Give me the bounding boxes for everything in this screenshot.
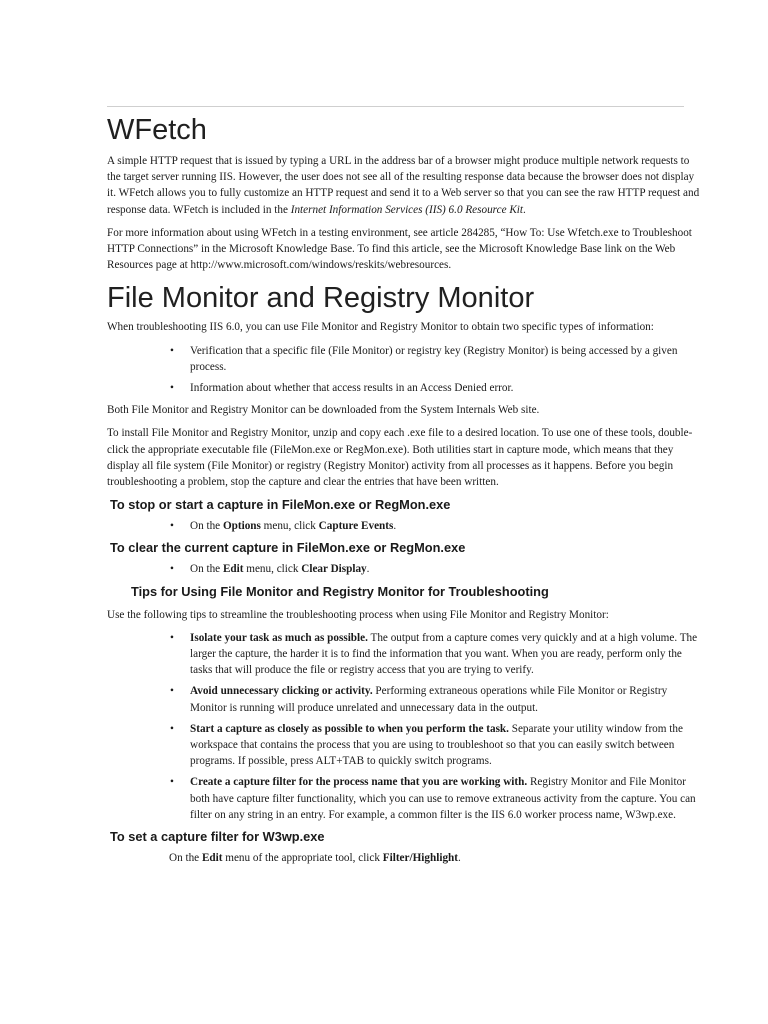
filemon-install: To install File Monitor and Registry Monitor, unzip and copy each .exe file to a desired location. To use one of these tools, double-click the appropriate executable file (FileMon.exe or RegMon.exe). Both utilities start in capture mode, which means that they display all file system (File Monitor) or registry (Registry Monitor) activity from all processes as it happens. Before you begin troubleshooting a problem, stop the capture and clear the entries that have been written. (107, 427, 693, 489)
filemon-bullet-list (107, 343, 702, 397)
set-filter-heading: To set a capture filter for W3wp.exe (110, 829, 325, 845)
tip-title: Start a capture as closely as possible to when you perform the task. (190, 722, 509, 735)
wfetch-p1-end: . (523, 203, 526, 216)
clear-capture-steps (107, 561, 702, 577)
tip-title: Create a capture filter for the process name that you are working with. (190, 776, 528, 789)
bullet-icon: • (170, 776, 174, 789)
tips-list (107, 630, 702, 823)
tips-intro: Use the following tips to streamline the troubleshooting process when using File Monitor and Registry Monitor: (107, 608, 609, 621)
list-item: • On the Options menu, click Capture Events. (107, 518, 702, 534)
tip-title: Isolate your task as much as possible. (190, 631, 368, 644)
wfetch-p1-text: A simple HTTP request that is issued by typing a URL in the address bar of a browser might produce multiple network requests to the target server running IIS. However, the user does not see all of the resulting response data because the browser does not display it. WFetch allows you to fully customize an HTTP request and send it to a Web server so that you can see the raw HTTP request and response data. WFetch is included in the (107, 155, 700, 216)
filter-highlight-label: Filter/Highlight (382, 852, 458, 865)
bullet-icon: • (170, 563, 174, 576)
page-content (107, 112, 702, 873)
list-item (107, 683, 702, 715)
edit-menu-label: Edit (222, 563, 244, 576)
clear-capture-heading: To clear the current capture in FileMon.exe or RegMon.exe (110, 540, 466, 556)
bullet-icon: • (170, 631, 174, 644)
wfetch-heading: WFetch (107, 114, 207, 146)
resource-kit-title: Internet Information Services (IIS) 6.0 Resource Kit (290, 203, 524, 216)
list-item (107, 380, 702, 396)
list-item (107, 630, 702, 679)
stop-capture-heading: To stop or start a capture in FileMon.exe or RegMon.exe (110, 497, 451, 513)
bullet-icon: • (170, 685, 174, 698)
filemon-intro: When troubleshooting IIS 6.0, you can use File Monitor and Registry Monitor to obtain two specific types of information: (107, 321, 654, 334)
tip-text: Registry Monitor and File Monitor both have capture filter functionality, which you can use to remove extraneous activity from the capture. You can filter on any string in an entry. For example, a common filter is the IIS 6.0 worker process name, W3wp.exe. (190, 776, 696, 821)
tip-text: Performing extraneous operations while File Monitor or Registry Monitor is running will produce unrelated and unnecessary data in the output. (190, 685, 668, 714)
edit-menu-label: Edit (201, 852, 223, 865)
tip-text: The output from a capture comes very quickly and at a high volume. The larger the capture, the harder it is to find the information that you want. When you are ready, perform only the tasks that will produce the file or registry access that you are trying to verify. (190, 631, 698, 677)
tips-heading: Tips for Using File Monitor and Registry Monitor for Troubleshooting (131, 583, 549, 599)
list-item-text: Information about whether that access results in an Access Denied error. (190, 382, 514, 395)
header-rule (107, 106, 684, 107)
wfetch-paragraph-1 (107, 153, 702, 218)
wfetch-paragraph-2: For more information about using WFetch in a testing environment, see article 284285, “How To: Use Wfetch.exe to Troubleshoot HTTP Connections” in the Microsoft Knowledge Base. To find this article, see the Microsoft Knowledge Base link on the Web Resources page at http://www.microsoft.com/windows/reskits/webresources. (107, 226, 692, 272)
filemon-heading: File Monitor and Registry Monitor (107, 282, 535, 315)
clear-display-label: Clear Display (301, 563, 367, 576)
bullet-icon: • (170, 520, 174, 533)
stop-capture-steps (107, 518, 702, 534)
bullet-icon: • (170, 344, 174, 357)
options-menu-label: Options (222, 520, 261, 533)
list-item-text: Verification that a specific file (File Monitor) or registry key (Registry Monitor) is being accessed by a given process. (190, 344, 678, 373)
list-item: • On the Edit menu, click Clear Display. (107, 561, 702, 577)
filemon-download: Both File Monitor and Registry Monitor can be downloaded from the System Internals Web site. (107, 404, 540, 417)
list-item (107, 721, 702, 770)
list-item (107, 343, 702, 375)
tip-text: Separate your utility window from the workspace that contains the process that you are using to troubleshoot so that you can easily switch between programs. If possible, press ALT+TAB to quickly switch programs. (190, 722, 683, 768)
list-item (107, 774, 702, 823)
tip-title: Avoid unnecessary clicking or activity. (190, 685, 373, 698)
capture-events-label: Capture Events (318, 520, 394, 533)
bullet-icon: • (170, 722, 174, 735)
bullet-icon: • (170, 382, 174, 395)
set-filter-step: On the Edit menu of the appropriate tool, click Filter/Highlight. (169, 852, 461, 865)
